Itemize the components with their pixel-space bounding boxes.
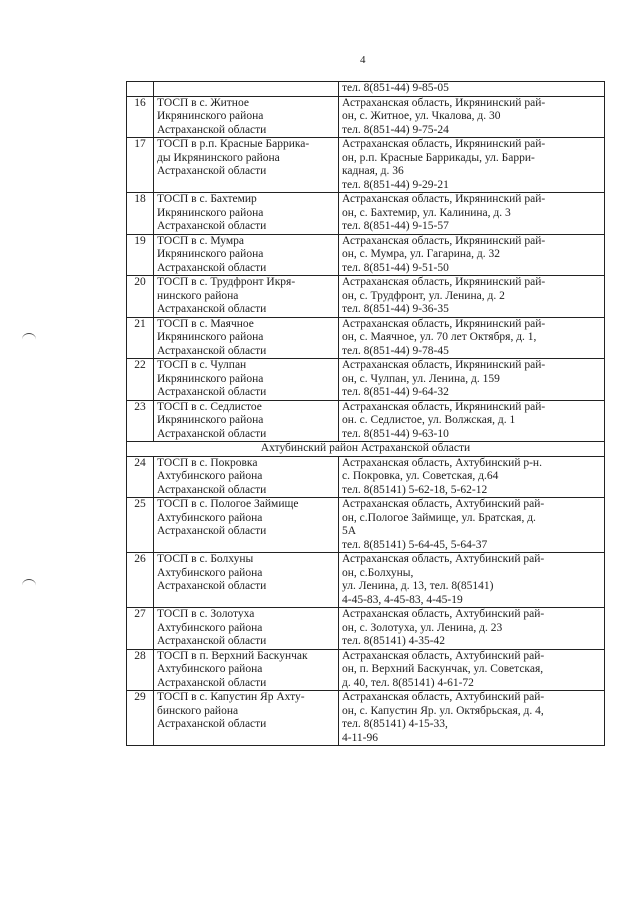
row-name-line: Икрянинского района bbox=[157, 248, 264, 260]
row-address-line: Астраханская область, Икрянинский рай- bbox=[342, 317, 546, 330]
row-number: 25 bbox=[127, 498, 154, 553]
row-name bbox=[154, 608, 339, 650]
row-address-line: Астраханская область, Ахтубинский рай- bbox=[342, 691, 545, 703]
row-address-line: он, с. Трудфронт, ул. Ленина, д. 2 bbox=[342, 289, 505, 302]
row-phone: тел. 8(851-44) 9-85-05 bbox=[342, 82, 449, 94]
row-name-line: Астраханской области bbox=[157, 386, 267, 398]
row-number: 26 bbox=[127, 553, 154, 608]
row-address-line: тел. 8(851-44) 9-78-45 bbox=[342, 344, 449, 357]
row-address bbox=[339, 498, 605, 553]
row-address-line: тел. 8(85141) 4-15-33, bbox=[342, 718, 448, 730]
row-address bbox=[339, 553, 605, 608]
table-row bbox=[127, 193, 605, 235]
row-name-line: нинского района bbox=[157, 289, 239, 302]
table-row bbox=[127, 138, 605, 193]
table-row bbox=[127, 649, 605, 691]
row-name-line: ТОСП в с. Чулпан bbox=[157, 359, 247, 371]
row-name bbox=[154, 82, 339, 97]
row-address-line: тел. 8(851-44) 9-29-21 bbox=[342, 178, 449, 191]
row-address-line: ул. Ленина, д. 13, тел. 8(85141) bbox=[342, 580, 494, 592]
row-name-line: Астраханской области bbox=[157, 635, 267, 647]
row-address bbox=[339, 400, 605, 442]
row-address-line: Астраханская область, Икрянинский рай- bbox=[342, 234, 546, 247]
row-address-line: он, с.Болхуны, bbox=[342, 566, 414, 579]
row-address-line: он, с. Чулпан, ул. Ленина, д. 159 bbox=[342, 372, 500, 385]
row-name-line: ТОСП в с. Мумра bbox=[157, 234, 244, 247]
row-name bbox=[154, 317, 339, 359]
row-address-line: Астраханская область, Ахтубинский рай- bbox=[342, 498, 545, 510]
row-name bbox=[154, 498, 339, 553]
row-address-line: он, с. Золотуха, ул. Ленина, д. 23 bbox=[342, 621, 503, 634]
hole-punch-mark-upper bbox=[22, 333, 36, 346]
row-name-line: ТОСП в с. Пологое Займище bbox=[157, 498, 299, 510]
row-address-line: Астраханская область, Икрянинский рай- bbox=[342, 193, 546, 205]
row-address bbox=[339, 456, 605, 498]
row-address-line: 4-45-83, 4-45-83, 4-45-19 bbox=[342, 593, 463, 606]
row-name-line: Икрянинского района bbox=[157, 206, 264, 219]
row-name bbox=[154, 456, 339, 498]
row-number: 22 bbox=[127, 359, 154, 401]
row-address bbox=[339, 234, 605, 276]
row-name-line: бинского района bbox=[157, 704, 239, 717]
row-name bbox=[154, 138, 339, 193]
row-name bbox=[154, 691, 339, 746]
row-address-line: тел. 8(851-44) 9-36-35 bbox=[342, 303, 449, 315]
table-row bbox=[127, 359, 605, 401]
row-name-line: Астраханской области bbox=[157, 483, 267, 496]
table-row-continuation bbox=[127, 82, 605, 97]
row-name bbox=[154, 400, 339, 442]
row-address-line: тел. 8(85141) 4-35-42 bbox=[342, 635, 446, 647]
row-name-line: Астраханской области bbox=[157, 427, 267, 440]
table-row bbox=[127, 553, 605, 608]
row-name-line: Ахтубинского района bbox=[157, 621, 263, 634]
row-name-line: ТОСП в с. Маячное bbox=[157, 317, 254, 330]
row-number: 17 bbox=[127, 138, 154, 193]
row-name bbox=[154, 96, 339, 138]
row-name-line: ТОСП в с. Золотуха bbox=[157, 608, 255, 620]
row-address-line: тел. 8(85141) 5-64-45, 5-64-37 bbox=[342, 538, 488, 551]
row-name-line: Астраханской области bbox=[157, 303, 267, 315]
row-name-line: ТОСП в п. Верхний Баскунчак bbox=[157, 649, 308, 662]
row-name bbox=[154, 553, 339, 608]
row-address-line: кадная, д. 36 bbox=[342, 165, 404, 177]
row-address-line: тел. 8(851-44) 9-75-24 bbox=[342, 123, 449, 136]
row-name-line: ТОСП в с. Житное bbox=[157, 96, 249, 109]
row-number: 18 bbox=[127, 193, 154, 235]
row-address-line: Астраханская область, Икрянинский рай- bbox=[342, 96, 546, 109]
row-name-line: Астраханской области bbox=[157, 123, 267, 136]
row-name bbox=[154, 276, 339, 318]
row-name-line: Икрянинского района bbox=[157, 331, 264, 343]
row-name-line: Ахтубинского района bbox=[157, 470, 263, 482]
row-name-line: Астраханской области bbox=[157, 580, 267, 592]
row-address bbox=[339, 138, 605, 193]
row-address-line: тел. 8(851-44) 9-15-57 bbox=[342, 220, 449, 232]
row-number: 21 bbox=[127, 317, 154, 359]
row-address-line: Астраханская область, Ахтубинский рай- bbox=[342, 649, 545, 662]
row-name-line: Ахтубинского района bbox=[157, 566, 263, 579]
row-name-line: Астраханской области bbox=[157, 718, 267, 730]
row-name bbox=[154, 649, 339, 691]
section-header-row bbox=[127, 442, 605, 457]
row-address-line: он, п. Верхний Баскунчак, ул. Советская, bbox=[342, 663, 544, 675]
row-address-line: тел. 8(85141) 5-62-18, 5-62-12 bbox=[342, 483, 488, 496]
row-name-line: ды Икрянинского района bbox=[157, 151, 280, 164]
table-row bbox=[127, 400, 605, 442]
row-address-line: он, с. Маячное, ул. 70 лет Октября, д. 1, bbox=[342, 331, 537, 343]
row-address-line: тел. 8(851-44) 9-63-10 bbox=[342, 427, 449, 440]
organizations-table bbox=[126, 81, 605, 746]
row-name-line: ТОСП в с. Покровка bbox=[157, 456, 258, 469]
row-address-line: д. 40, тел. 8(85141) 4-61-72 bbox=[342, 676, 474, 689]
row-number: 16 bbox=[127, 96, 154, 138]
row-name-line: Икрянинского района bbox=[157, 110, 264, 122]
row-address bbox=[339, 691, 605, 746]
table-row bbox=[127, 234, 605, 276]
row-address bbox=[339, 276, 605, 318]
row-address-line: Астраханская область, Ахтубинский рай- bbox=[342, 553, 545, 565]
row-address-line: он. с. Седлистое, ул. Волжская, д. 1 bbox=[342, 414, 516, 426]
row-address bbox=[339, 359, 605, 401]
row-name-line: ТОСП в р.п. Красные Баррика- bbox=[157, 138, 310, 150]
row-name-line: Икрянинского района bbox=[157, 414, 264, 426]
row-address bbox=[339, 317, 605, 359]
row-name-line: ТОСП в с. Трудфронт Икря- bbox=[157, 276, 296, 288]
table-row bbox=[127, 608, 605, 650]
row-name-line: Ахтубинского района bbox=[157, 663, 263, 675]
table-row bbox=[127, 276, 605, 318]
row-address-line: тел. 8(851-44) 9-51-50 bbox=[342, 261, 449, 274]
row-number: 29 bbox=[127, 691, 154, 746]
row-name-line: Астраханской области bbox=[157, 676, 267, 689]
row-address-line: 5А bbox=[342, 525, 357, 537]
row-name-line: Астраханской области bbox=[157, 344, 267, 357]
table-row bbox=[127, 96, 605, 138]
row-name bbox=[154, 359, 339, 401]
row-address-line: Астраханская область, Ахтубинский рай- bbox=[342, 608, 545, 620]
row-number: 24 bbox=[127, 456, 154, 498]
row-address-line: с. Покровка, ул. Советская, д.64 bbox=[342, 470, 499, 482]
row-name-line: ТОСП в с. Бахтемир bbox=[157, 193, 257, 205]
row-address-line: Астраханская область, Ахтубинский р-н. bbox=[342, 456, 542, 469]
row-address-line: он, с. Бахтемир, ул. Калинина, д. 3 bbox=[342, 206, 511, 219]
row-name bbox=[154, 193, 339, 235]
row-address-line: тел. 8(851-44) 9-64-32 bbox=[342, 386, 449, 398]
row-name-line: Астраханской области bbox=[157, 261, 267, 274]
row-name-line: ТОСП в с. Капустин Яр Ахту- bbox=[157, 691, 305, 703]
row-address-line: он, с. Мумра, ул. Гагарина, д. 32 bbox=[342, 248, 500, 260]
section-title: Ахтубинский район Астраханской области bbox=[127, 442, 605, 457]
hole-punch-mark-lower bbox=[22, 579, 36, 592]
table-row bbox=[127, 691, 605, 746]
table-row bbox=[127, 456, 605, 498]
row-address-line: 4-11-96 bbox=[342, 731, 378, 744]
row-name-line: Астраханской области bbox=[157, 165, 267, 177]
row-number: 28 bbox=[127, 649, 154, 691]
row-number bbox=[127, 82, 154, 97]
row-name-line: ТОСП в с. Седлистое bbox=[157, 400, 262, 413]
row-address bbox=[339, 96, 605, 138]
row-address-line: Астраханская область, Икрянинский рай- bbox=[342, 276, 546, 288]
row-address bbox=[339, 649, 605, 691]
table-row bbox=[127, 498, 605, 553]
row-name bbox=[154, 234, 339, 276]
row-address bbox=[339, 193, 605, 235]
row-address bbox=[339, 82, 605, 97]
row-number: 19 bbox=[127, 234, 154, 276]
row-address-line: он, с. Житное, ул. Чкалова, д. 30 bbox=[342, 110, 501, 122]
row-number: 27 bbox=[127, 608, 154, 650]
table-row bbox=[127, 317, 605, 359]
row-name-line: Астраханской области bbox=[157, 220, 267, 232]
row-address-line: он, р.п. Красные Баррикады, ул. Барри- bbox=[342, 151, 535, 164]
row-name-line: Астраханской области bbox=[157, 525, 267, 537]
row-address-line: он, с.Пологое Займище, ул. Братская, д. bbox=[342, 511, 536, 524]
row-address-line: Астраханская область, Икрянинский рай- bbox=[342, 359, 546, 371]
row-address-line: Астраханская область, Икрянинский рай- bbox=[342, 400, 546, 413]
row-name-line: Икрянинского района bbox=[157, 372, 264, 385]
row-name-line: Ахтубинского района bbox=[157, 511, 263, 524]
row-number: 20 bbox=[127, 276, 154, 318]
row-address bbox=[339, 608, 605, 650]
row-name-line: ТОСП в с. Болхуны bbox=[157, 553, 254, 565]
page-number: 4 bbox=[360, 54, 366, 66]
row-address-line: он, с. Капустин Яр. ул. Октябрьская, д. 4, bbox=[342, 704, 544, 717]
row-address-line: Астраханская область, Икрянинский рай- bbox=[342, 138, 546, 150]
row-number: 23 bbox=[127, 400, 154, 442]
